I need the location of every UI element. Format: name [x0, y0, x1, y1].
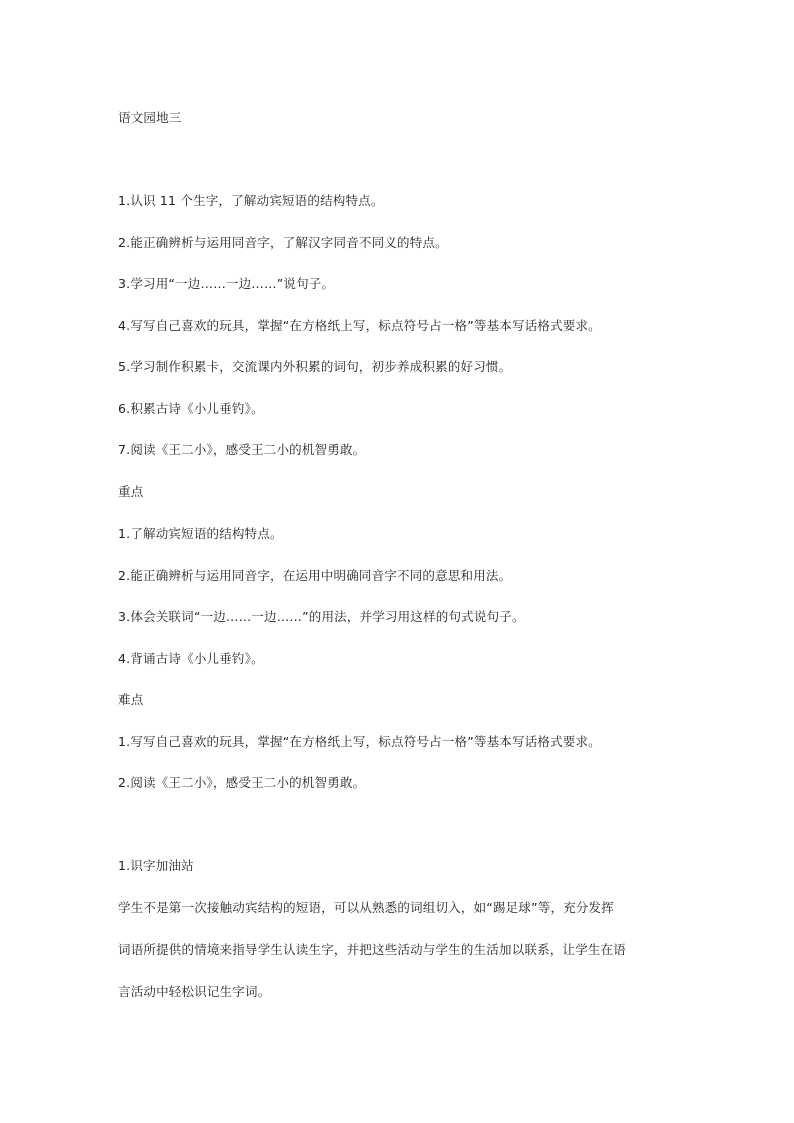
- key-point-item: 1.了解动宾短语的结构特点。: [118, 526, 283, 541]
- objective-item: 4.写写自己喜欢的玩具，掌握“在方格纸上写，标点符号占一格”等基本写话格式要求。: [118, 318, 601, 333]
- key-point-item: 2.能正确辨析与运用同音字，在运用中明确同音字不同的意思和用法。: [118, 568, 512, 583]
- difficult-point-item: 2.阅读《王二小》，感受王二小的机智勇敢。: [118, 775, 366, 790]
- key-point-item: 3.体会关联词“一边……一边……”的用法，并学习用这样的句式说句子。: [118, 609, 525, 624]
- document-title: 语文园地三: [118, 110, 182, 125]
- paragraph-line: 言活动中轻松识记生字词。: [118, 984, 271, 999]
- paragraph-line: 词语所提供的情境来指导学生认读生字，并把这些活动与学生的生活加以联系，让学生在语: [118, 942, 627, 957]
- paragraph-line: 学生不是第一次接触动宾结构的短语，可以从熟悉的词组切入，如“踢足球”等，充分发挥: [118, 900, 614, 915]
- objective-item: 5.学习制作积累卡，交流课内外积累的词句，初步养成积累的好习惯。: [118, 359, 512, 374]
- objective-item: 7.阅读《王二小》，感受王二小的机智勇敢。: [118, 442, 366, 457]
- section-heading: 1.识字加油站: [118, 858, 194, 873]
- objective-item: 2.能正确辨析与运用同音字，了解汉字同音不同义的特点。: [118, 235, 448, 250]
- objective-item: 3.学习用“一边……一边……”说句子。: [118, 276, 335, 291]
- difficult-point-item: 1.写写自己喜欢的玩具，掌握“在方格纸上写，标点符号占一格”等基本写话格式要求。: [118, 734, 601, 749]
- key-point-item: 4.背诵古诗《小儿垂钓》。: [118, 651, 264, 666]
- difficult-points-heading: 难点: [118, 692, 144, 707]
- objective-item: 6.积累古诗《小儿垂钓》。: [118, 401, 264, 416]
- key-points-heading: 重点: [118, 484, 144, 499]
- objective-item: 1.认识 11 个生字，了解动宾短语的结构特点。: [118, 193, 384, 208]
